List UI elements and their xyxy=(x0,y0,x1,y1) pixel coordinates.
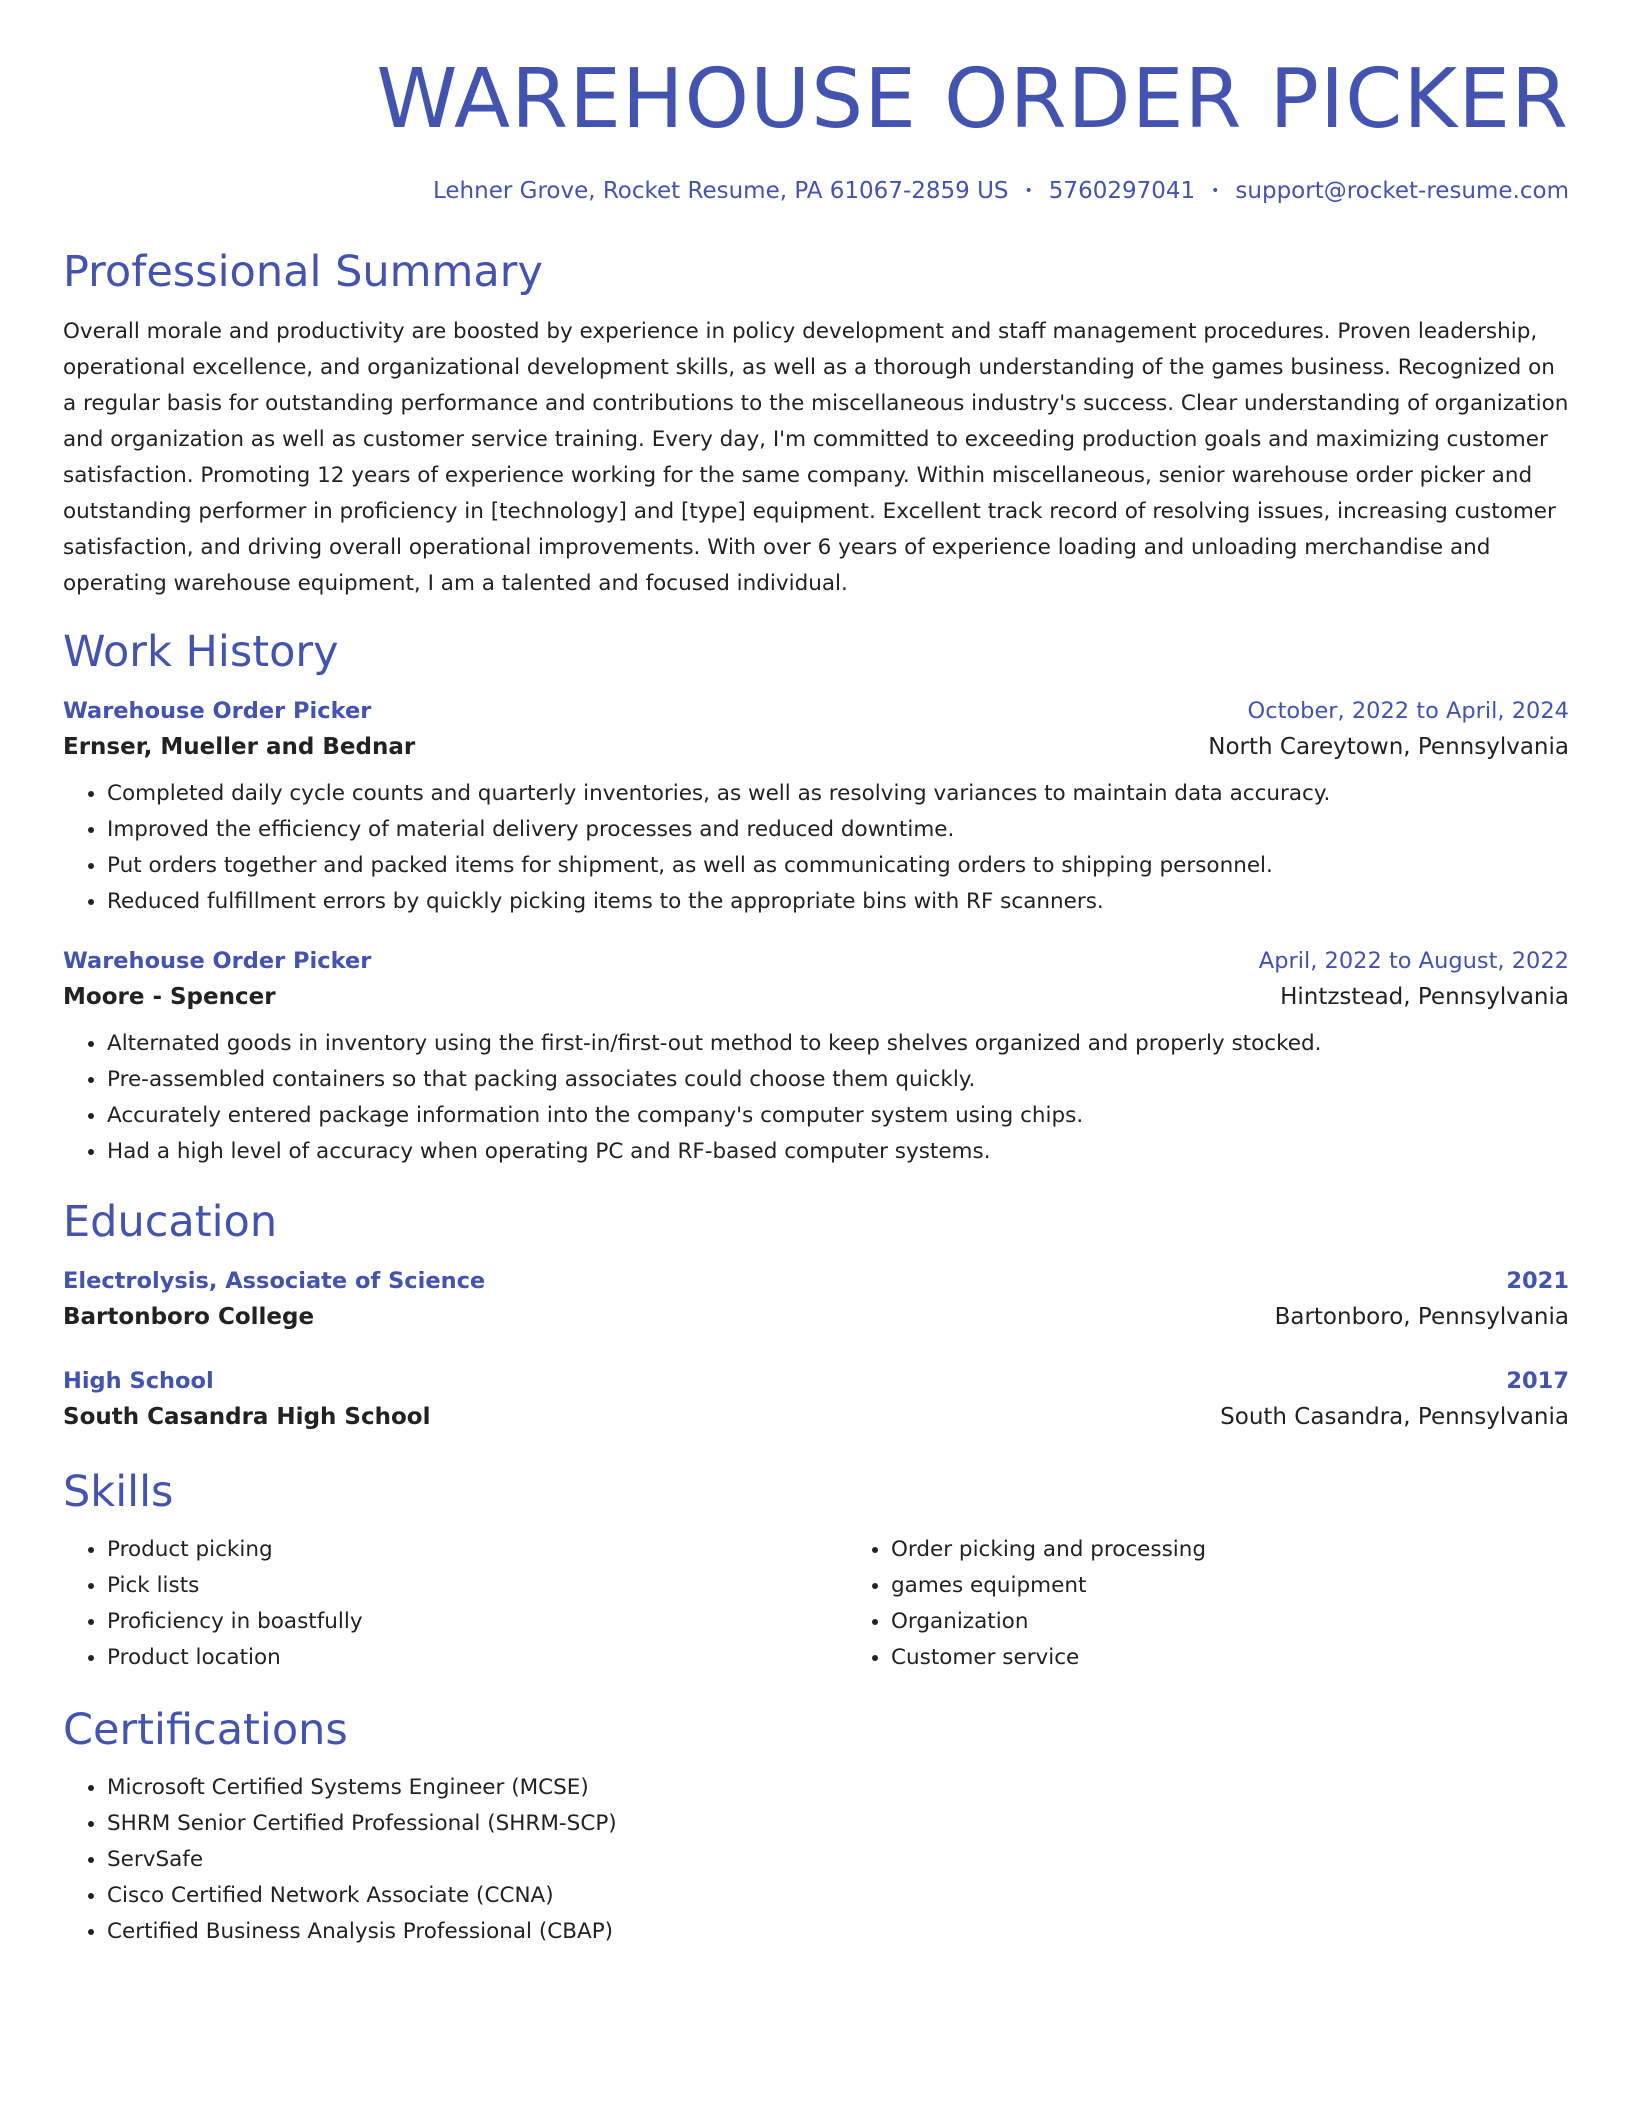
skills-right-list xyxy=(847,1532,1206,1676)
education-degree: Electrolysis, Associate of Science xyxy=(63,1268,486,1294)
education-degree-row xyxy=(63,1364,1569,1398)
job-dates: October, 2022 to April, 2024 xyxy=(1247,698,1569,724)
job-role: Warehouse Order Picker xyxy=(63,698,372,724)
work-history-section xyxy=(63,624,1569,1170)
job-company: Moore - Spencer xyxy=(63,984,276,1010)
list-item: • Alternated goods in inventory using the first-in/first-out method to keep shelves organized and properly stocked. xyxy=(107,1026,1569,1062)
skills-grid xyxy=(63,1532,1569,1676)
job-location: North Careytown, Pennsylvania xyxy=(1208,734,1569,760)
education-school-row xyxy=(63,1398,1569,1436)
list-item: • Proficiency in boastfully xyxy=(107,1604,847,1640)
list-item: • Accurately entered package information into the company's computer system using chips. xyxy=(107,1098,1569,1134)
education-school: South Casandra High School xyxy=(63,1404,431,1430)
education-section xyxy=(63,1194,1569,1436)
education-location: South Casandra, Pennsylvania xyxy=(1220,1404,1569,1430)
skills-left-list xyxy=(63,1532,847,1676)
list-item: • Pre-assembled containers so that packing associates could choose them quickly. xyxy=(107,1062,1569,1098)
job-entry xyxy=(63,694,1569,920)
job-company-row xyxy=(63,978,1569,1016)
job-role-row xyxy=(63,694,1569,728)
job-dates: April, 2022 to August, 2022 xyxy=(1258,948,1569,974)
education-location: Bartonboro, Pennsylvania xyxy=(1274,1304,1569,1330)
contact-separator: • xyxy=(1024,183,1033,199)
education-degree-row xyxy=(63,1264,1569,1298)
summary-heading: Professional Summary xyxy=(63,247,543,297)
list-item: • Completed daily cycle counts and quarterly inventories, as well as resolving variances to maintain data accuracy. xyxy=(107,776,1569,812)
contact-phone: 5760297041 xyxy=(1048,178,1196,204)
certifications-list xyxy=(63,1770,1569,1950)
list-item: • SHRM Senior Certified Professional (SHRM-SCP) xyxy=(107,1806,1569,1842)
list-item: • Improved the efficiency of material delivery processes and reduced downtime. xyxy=(107,812,1569,848)
resume-header xyxy=(63,52,1569,204)
education-year: 2021 xyxy=(1506,1268,1569,1294)
job-location: Hintzstead, Pennsylvania xyxy=(1280,984,1569,1010)
list-item: • Organization xyxy=(891,1604,1206,1640)
education-degree: High School xyxy=(63,1368,214,1394)
list-item: • Customer service xyxy=(891,1640,1206,1676)
certifications-heading: Certifications xyxy=(63,1705,348,1755)
education-year: 2017 xyxy=(1506,1368,1569,1394)
contact-line xyxy=(63,178,1569,204)
list-item: • Microsoft Certified Systems Engineer (MCSE) xyxy=(107,1770,1569,1806)
certifications-section xyxy=(63,1702,1569,1950)
contact-email[interactable]: support@rocket-resume.com xyxy=(1235,178,1569,204)
job-entry xyxy=(63,944,1569,1170)
education-entry xyxy=(63,1264,1569,1336)
job-bullets xyxy=(63,776,1569,920)
education-heading: Education xyxy=(63,1197,278,1247)
job-role-row xyxy=(63,944,1569,978)
list-item: • Cisco Certified Network Associate (CCNA) xyxy=(107,1878,1569,1914)
list-item: • ServSafe xyxy=(107,1842,1569,1878)
list-item: • Product location xyxy=(107,1640,847,1676)
education-school-row xyxy=(63,1298,1569,1336)
list-item: • Had a high level of accuracy when operating PC and RF-based computer systems. xyxy=(107,1134,1569,1170)
education-school: Bartonboro College xyxy=(63,1304,315,1330)
job-company: Ernser, Mueller and Bednar xyxy=(63,734,416,760)
list-item: • Pick lists xyxy=(107,1568,847,1604)
list-item: • games equipment xyxy=(891,1568,1206,1604)
summary-text: Overall morale and productivity are boosted by experience in policy development and staff management procedures. Proven leadership, operational excellence, and organizational development skills, as well as a thorough understanding of the games business. Recognized on a regular basis for outstanding performance and contributions to the miscellaneous industry's success. Clear understanding of organization and organization as well as customer service training. Every day, I'm committed to exceeding production goals and maximizing customer satisfaction. Promoting 12 years of experience working for the same company. Within miscellaneous, senior warehouse order picker and outstanding performer in proficiency in [technology] and [type] equipment. Excellent track record of resolving issues, increasing customer satisfaction, and driving overall operational improvements. With over 6 years of experience loading and unloading merchandise and operating warehouse equipment, I am a talented and focused individual. xyxy=(63,319,1569,596)
list-item: • Put orders together and packed items for shipment, as well as communicating orders to shipping personnel. xyxy=(107,848,1569,884)
job-role: Warehouse Order Picker xyxy=(63,948,372,974)
list-item: • Order picking and processing xyxy=(891,1532,1206,1568)
summary-section xyxy=(63,244,1569,602)
contact-address: Lehner Grove, Rocket Resume, PA 61067-2859 US xyxy=(433,178,1009,204)
list-item: • Product picking xyxy=(107,1532,847,1568)
list-item: • Reduced fulfillment errors by quickly picking items to the appropriate bins with RF scanners. xyxy=(107,884,1569,920)
candidate-title: WAREHOUSE ORDER PICKER xyxy=(376,52,1569,147)
list-item: • Certified Business Analysis Professional (CBAP) xyxy=(107,1914,1569,1950)
job-company-row xyxy=(63,728,1569,766)
contact-separator: • xyxy=(1211,183,1220,199)
job-bullets xyxy=(63,1026,1569,1170)
skills-heading: Skills xyxy=(63,1467,174,1517)
education-entry xyxy=(63,1364,1569,1436)
skills-section xyxy=(63,1464,1569,1676)
work-history-heading: Work History xyxy=(63,627,339,677)
